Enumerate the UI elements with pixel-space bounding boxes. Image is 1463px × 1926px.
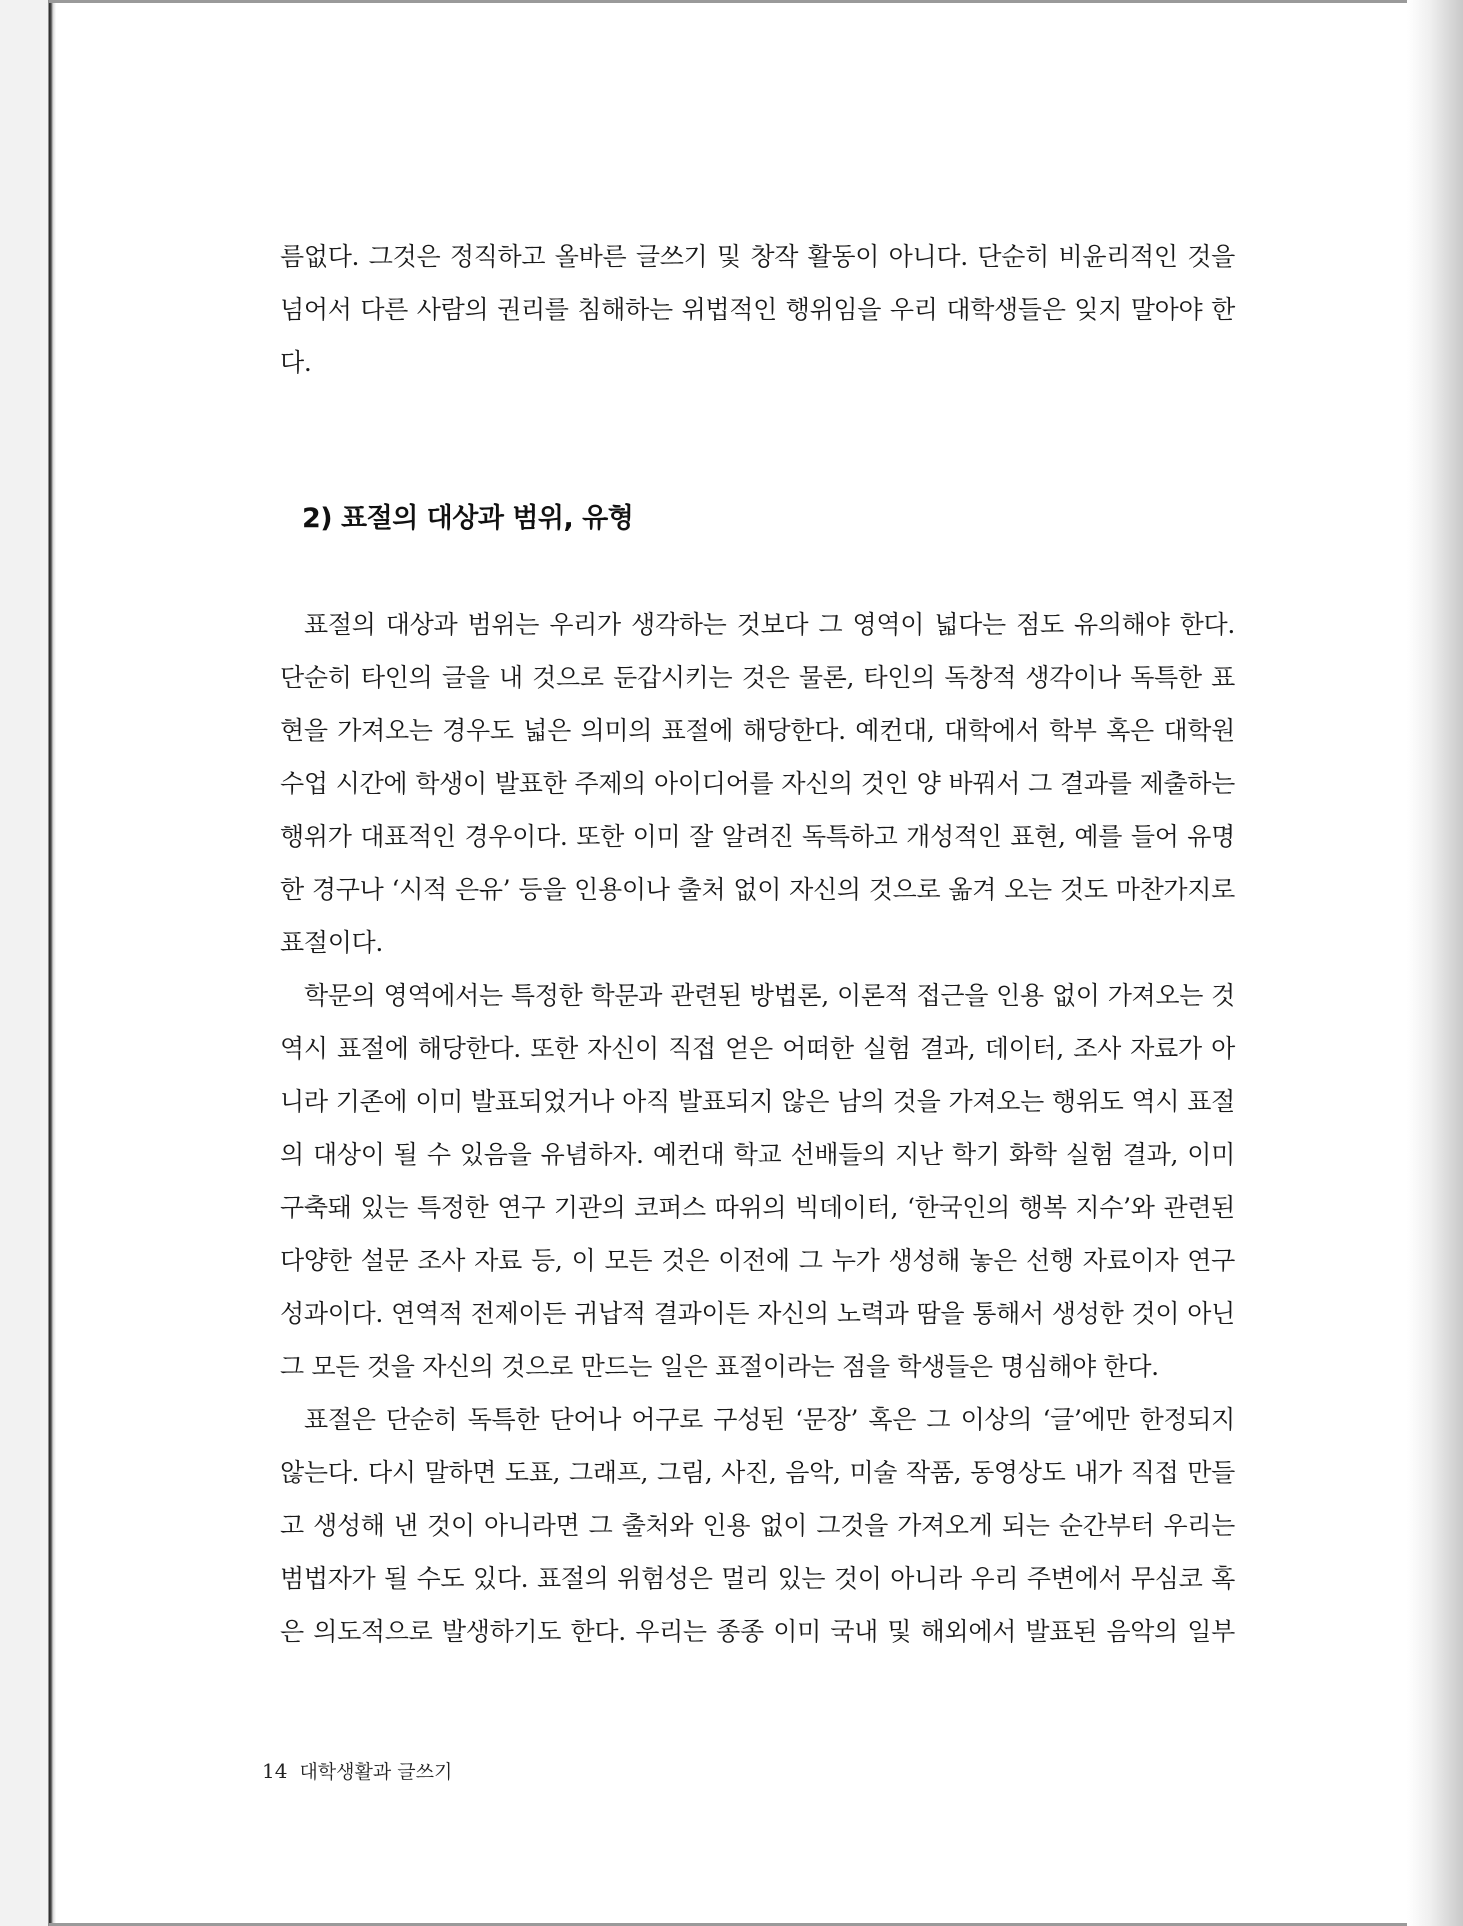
- text-line: 학문의 영역에서는 특정한 학문과 관련된 방법론, 이론적 접근을 인용 없이 가져오는 것: [304, 981, 1235, 1010]
- text-line: 름없다. 그것은 정직하고 올바른 글쓰기 및 창작 활동이 아니다. 단순히 비윤리적인 것을: [280, 242, 1235, 271]
- text-line: 고 생성해 낸 것이 아니라면 그 출처와 인용 없이 그것을 가져오게 되는 순간부터 우리는: [280, 1511, 1235, 1540]
- text-line: 은 의도적으로 발생하기도 한다. 우리는 종종 이미 국내 및 해외에서 발표된 음악의 일부: [280, 1617, 1235, 1646]
- running-title: 대학생활과 글쓰기: [299, 1761, 453, 1783]
- text-line: 니라 기존에 이미 발표되었거나 아직 발표되지 않은 남의 것을 가져오는 행위도 역시 표절: [280, 1087, 1235, 1116]
- text-line: 행위가 대표적인 경우이다. 또한 이미 잘 알려진 독특하고 개성적인 표현, 예를 들어 유명: [280, 822, 1235, 851]
- text-line: 수업 시간에 학생이 발표한 주제의 아이디어를 자신의 것인 양 바꿔서 그 결과를 제출하는: [280, 769, 1235, 798]
- text-line: 현을 가져오는 경우도 넓은 의미의 표절에 해당한다. 예컨대, 대학에서 학부 혹은 대학원: [280, 716, 1235, 745]
- text-line: 넘어서 다른 사람의 권리를 침해하는 위법적인 행위임을 우리 대학생들은 잊지 말아야 한: [280, 295, 1235, 324]
- text-line: 의 대상이 될 수 있음을 유념하자. 예컨대 학교 선배들의 지난 학기 화학 실험 결과, 이미: [280, 1140, 1235, 1169]
- paragraph-2: [280, 969, 1235, 1393]
- text-line: 단순히 타인의 글을 내 것으로 둔갑시키는 것은 물론, 타인의 독창적 생각이나 독특한 표: [280, 663, 1235, 692]
- text-line: 한 경구나 ‘시적 은유’ 등을 인용이나 출처 없이 자신의 것으로 옮겨 오는 것도 마찬가지로: [280, 875, 1235, 904]
- text-line: 성과이다. 연역적 전제이든 귀납적 결과이든 자신의 노력과 땀을 통해서 생성한 것이 아닌: [280, 1299, 1235, 1328]
- text-line: 구축돼 있는 특정한 연구 기관의 코퍼스 따위의 빅데이터, ‘한국인의 행복 지수’와 관련된: [280, 1193, 1235, 1222]
- page-footer: [262, 1757, 452, 1784]
- text-line: 그 모든 것을 자신의 것으로 만드는 일은 표절이라는 점을 학생들은 명심해야 한다.: [280, 1352, 1159, 1381]
- text-line: 표절이다.: [280, 928, 384, 957]
- text-line: 다.: [280, 348, 312, 377]
- page-right-shadow: [1407, 0, 1463, 1926]
- paragraph-1: [280, 598, 1235, 969]
- text-line: 다양한 설문 조사 자료 등, 이 모든 것은 이전에 그 누가 생성해 놓은 선행 자료이자 연구: [280, 1246, 1235, 1275]
- text-line: 않는다. 다시 말하면 도표, 그래프, 그림, 사진, 음악, 미술 작품, 동영상도 내가 직접 만들: [280, 1458, 1235, 1487]
- text-line: 범법자가 될 수도 있다. 표절의 위험성은 멀리 있는 것이 아니라 우리 주변에서 무심코 혹: [280, 1564, 1235, 1593]
- page-number: 14: [262, 1759, 288, 1783]
- intro-paragraph: [280, 230, 1235, 389]
- text-line: 역시 표절에 해당한다. 또한 자신이 직접 얻은 어떠한 실험 결과, 데이터, 조사 자료가 아: [280, 1034, 1235, 1063]
- text-line: 표절의 대상과 범위는 우리가 생각하는 것보다 그 영역이 넓다는 점도 유의해야 한다.: [304, 610, 1235, 639]
- paragraph-3: [280, 1393, 1235, 1658]
- book-spine-edge: [0, 0, 56, 1926]
- page-top-edge: [49, 0, 1407, 3]
- section-heading: 2) 표절의 대상과 범위, 유형: [302, 503, 634, 534]
- text-line: 표절은 단순히 독특한 단어나 어구로 구성된 ‘문장’ 혹은 그 이상의 ‘글’에만 한정되지: [304, 1405, 1235, 1434]
